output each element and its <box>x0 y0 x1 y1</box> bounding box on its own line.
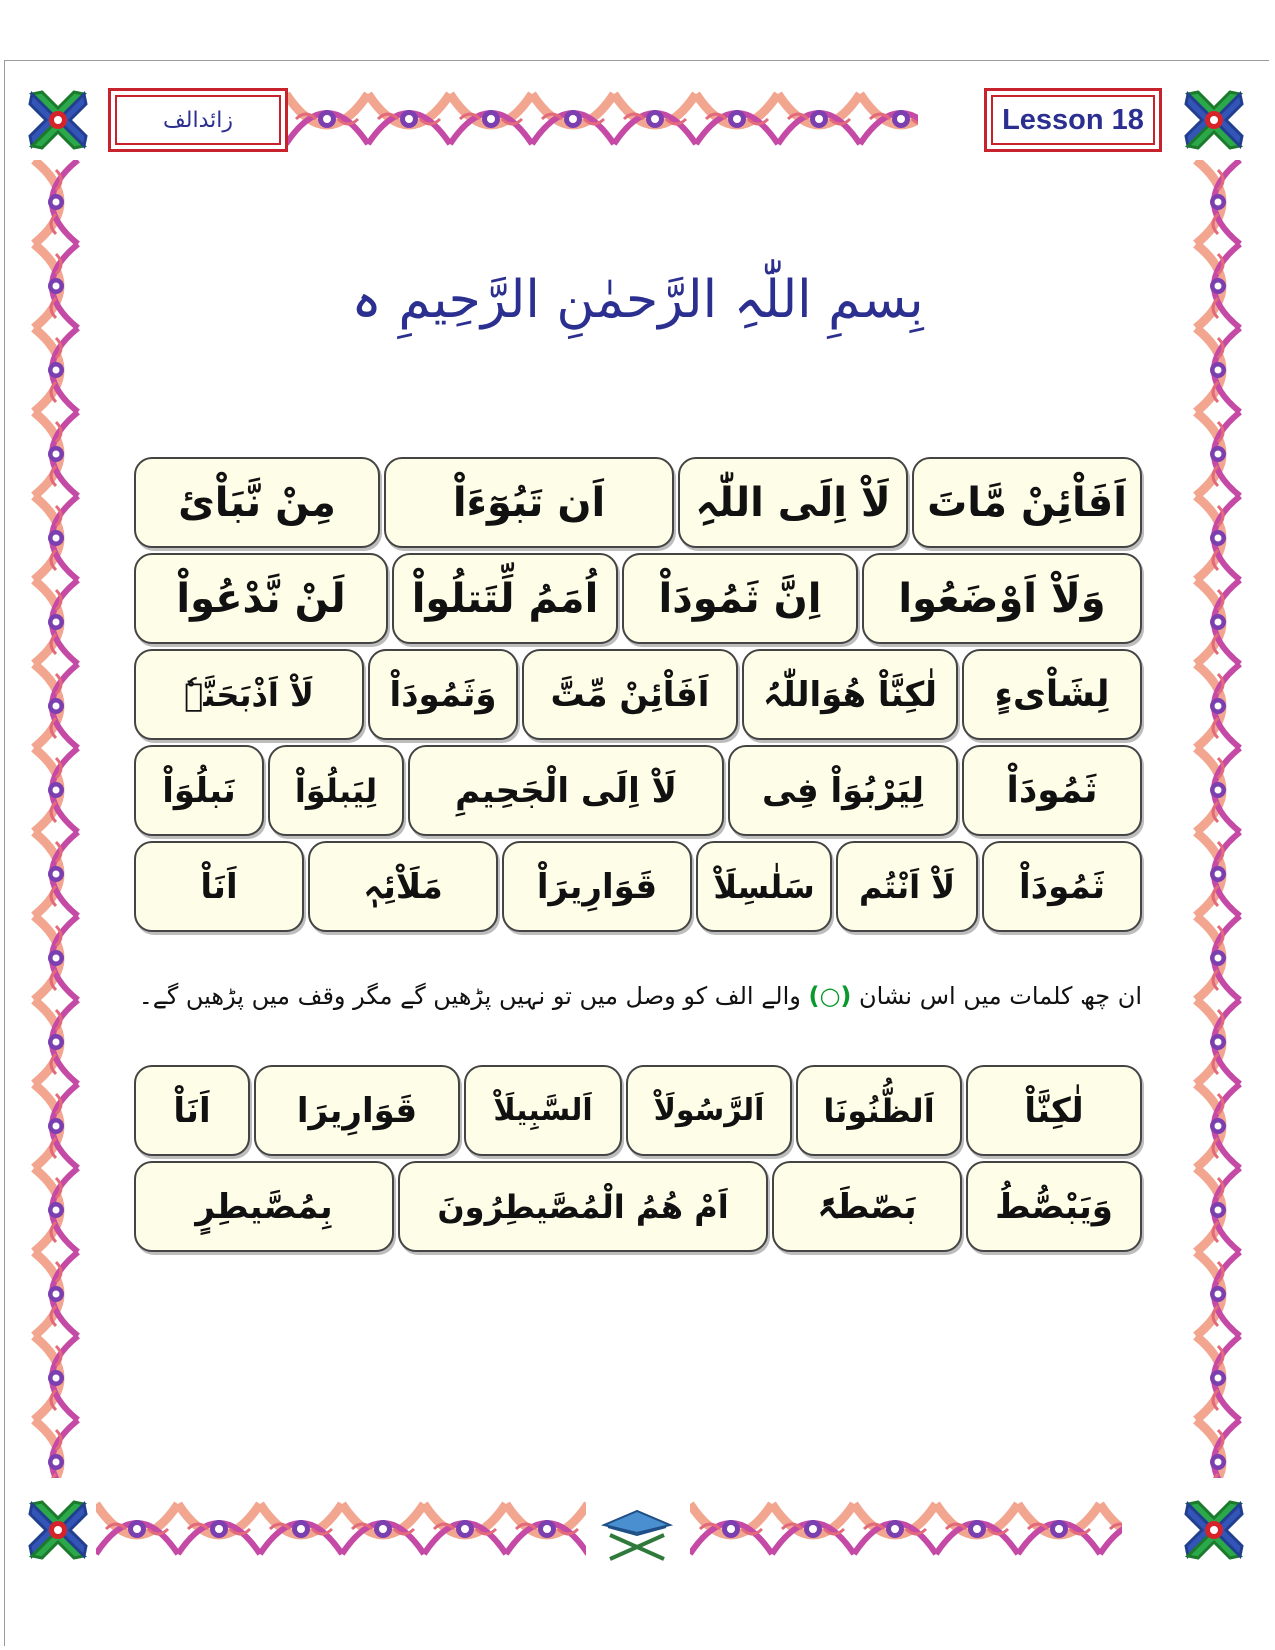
word-cell: قَوَارِیرَاْ <box>502 841 692 932</box>
note-text-after: والے الف کو وصل میں تو نہیں پڑھیں گے مگر وقف میں پڑھیں گے۔ <box>138 982 801 1010</box>
word-cell: اَمْ هُمُ الْمُصَّیطِرُونَ <box>398 1161 768 1252</box>
word-cell: وَیَبْصُّطُ <box>966 1161 1142 1252</box>
word-cell: لِیَبلُوَاْ <box>268 745 404 836</box>
word-cell: لِیَرْبُوَاْ فِی <box>728 745 958 836</box>
word-cell: لٰکِنَّاْ <box>966 1065 1142 1156</box>
grid-row <box>134 1161 1142 1252</box>
grid-row <box>134 745 1142 836</box>
grid-row <box>134 553 1142 644</box>
word-cell: اَن تَبُوٓءَاْ <box>384 457 674 548</box>
word-cell: لَاْ اِلَی اللّٰہِ <box>678 457 908 548</box>
word-cell: مِنْ نَّبَاْیٔ <box>134 457 380 548</box>
grid-row <box>134 649 1142 740</box>
word-cell: نَبلُوَاْ <box>134 745 264 836</box>
top-left-corner-flower-icon <box>22 84 94 156</box>
word-cell: ثَمُودَاْ <box>982 841 1142 932</box>
topic-label-box <box>108 88 288 152</box>
quran-book-emblem-icon <box>598 1505 676 1563</box>
word-cell: وَلَاْ اَوْضَعُوا <box>862 553 1142 644</box>
word-cell: اَلسَّبِیلَاْ <box>464 1065 622 1156</box>
bismillah-heading: بِسمِ اللّٰہِ الرَّحمٰنِ الرَّحِیمِ ہ <box>351 270 924 330</box>
bottom-right-corner-flower-icon <box>1178 1494 1250 1566</box>
grid-row <box>134 1065 1142 1156</box>
word-cell: لِشَاْیءٍ <box>962 649 1142 740</box>
word-cell: اَلظُّنُونَا <box>796 1065 962 1156</box>
top-ornament-border <box>286 82 918 156</box>
top-right-corner-flower-icon <box>1178 84 1250 156</box>
word-cell: اَنَاْ <box>134 841 304 932</box>
word-cell: اَنَاْ <box>134 1065 250 1156</box>
word-cell: بَصّطَۃً <box>772 1161 962 1252</box>
word-cell: لَنْ نَّدْعُواْ <box>134 553 388 644</box>
word-cell: لٰکِنَّاْ هُوَاللّٰہُ <box>742 649 958 740</box>
lesson-number: Lesson 18 <box>1002 103 1144 136</box>
word-cell: سَلٰسِلَاْ <box>696 841 832 932</box>
bottom-left-corner-flower-icon <box>22 1494 94 1566</box>
instruction-note <box>130 982 1142 1024</box>
word-cell: اُمَمُ لِّتَتلُواْ <box>392 553 618 644</box>
word-grid-secondary <box>134 1065 1142 1257</box>
right-ornament-border <box>1188 160 1248 1478</box>
word-cell: بِمُصَّیطِرٍ <box>134 1161 394 1252</box>
word-cell: اَلرَّسُولَاْ <box>626 1065 792 1156</box>
topic-label: زائدالف <box>163 107 233 133</box>
word-cell: مَلَاْئِہٖ <box>308 841 498 932</box>
bottom-ornament-border-right <box>690 1492 1122 1566</box>
lesson-number-box <box>984 88 1162 152</box>
note-text-before: ان چھ کلمات میں اس نشان <box>859 982 1142 1010</box>
word-cell: وَثَمُودَاْ <box>368 649 518 740</box>
word-cell: لَاْ اَذْبَحَنَّہٗ <box>134 649 364 740</box>
word-cell: لَاْ اَنْتُم <box>836 841 978 932</box>
left-ornament-border <box>26 160 86 1478</box>
wasl-sign-icon: (○) <box>808 982 852 1010</box>
word-cell: ثَمُودَاْ <box>962 745 1142 836</box>
word-grid-main <box>134 457 1142 937</box>
word-cell: اَفَاْئِنْ مِّتَّ <box>522 649 738 740</box>
word-cell: اِنَّ ثَمُودَاْ <box>622 553 858 644</box>
word-cell: اَفَاْ‌ئِنْ مَّاتَ <box>912 457 1142 548</box>
grid-row <box>134 457 1142 548</box>
word-cell: قَوَارِیرَا <box>254 1065 460 1156</box>
word-cell: لَاْ اِلَی الْجَحِیمِ <box>408 745 724 836</box>
grid-row <box>134 841 1142 932</box>
bottom-ornament-border-left <box>96 1492 586 1566</box>
